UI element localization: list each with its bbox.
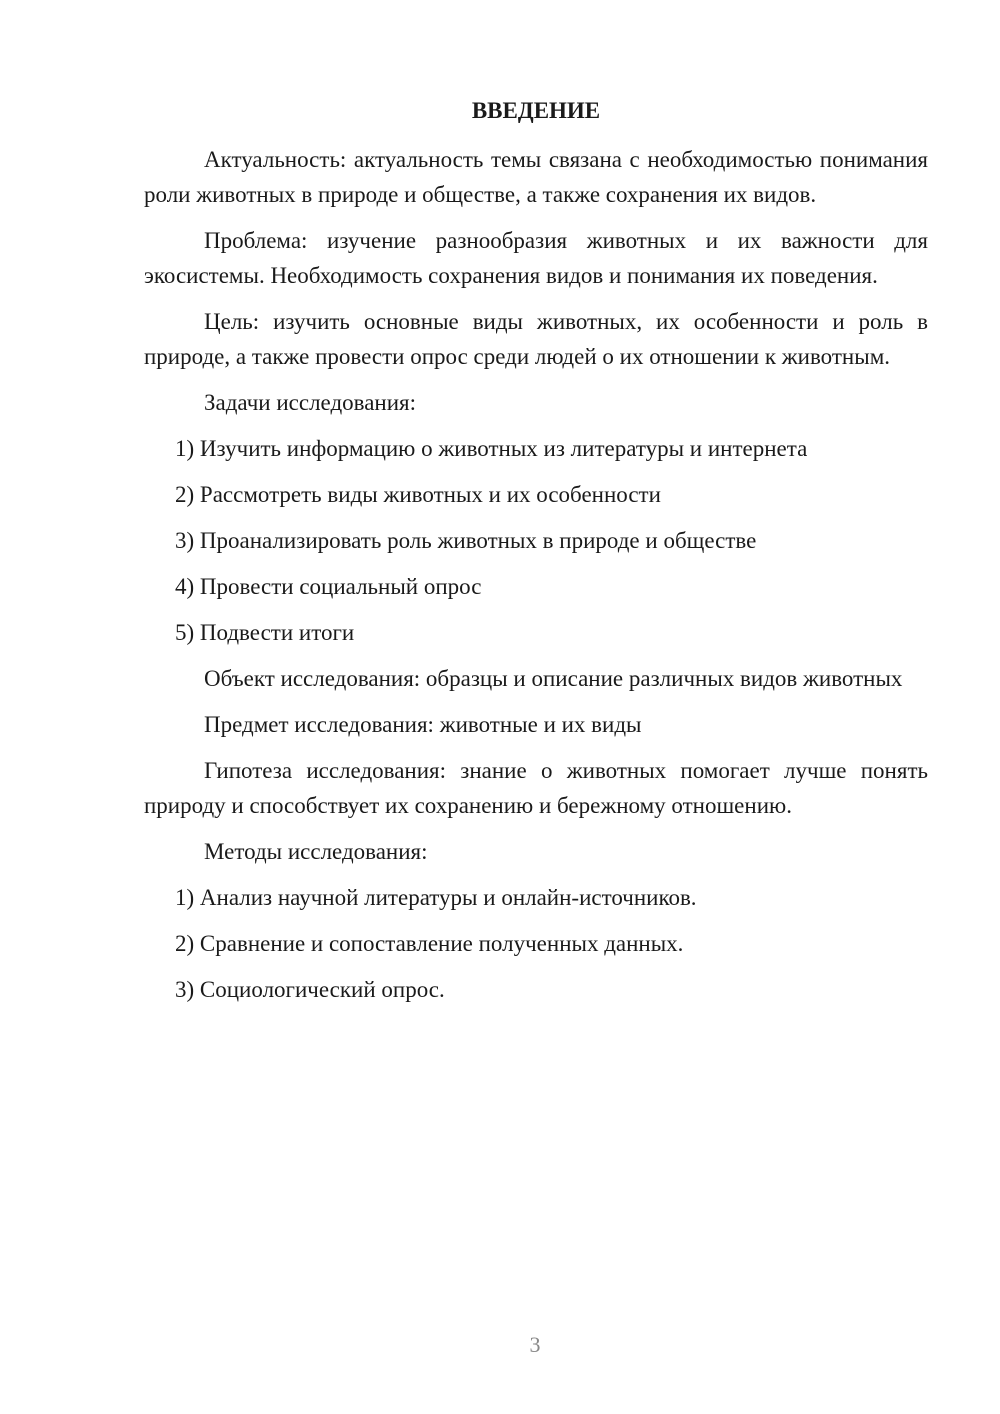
tasks-list bbox=[144, 431, 928, 650]
list-item: 3) Социологический опрос. bbox=[175, 977, 445, 1002]
document-page bbox=[144, 94, 928, 1018]
list-item: 3) Проанализировать роль животных в природе и обществе bbox=[175, 528, 757, 553]
list-item: 1) Изучить информацию о животных из литературы и интернета bbox=[175, 436, 808, 461]
object-paragraph: Объект исследования: образцы и описание различных видов животных bbox=[204, 666, 903, 691]
methods-heading: Методы исследования: bbox=[204, 839, 428, 864]
page-number: 3 bbox=[529, 1332, 541, 1357]
methods-list bbox=[144, 880, 928, 1007]
problem-paragraph: Проблема: изучение разнообразия животных и их важности для экосистемы. Необходимость сохранения видов и понимания их поведения. bbox=[144, 228, 928, 288]
list-item: 1) Анализ научной литературы и онлайн-источников. bbox=[175, 885, 697, 910]
tasks-heading: Задачи исследования: bbox=[204, 390, 417, 415]
list-item: 2) Рассмотреть виды животных и их особенности bbox=[175, 482, 661, 507]
relevance-paragraph: Актуальность: актуальность темы связана с необходимостью понимания роли животных в природе и обществе, а также сохранения их видов. bbox=[144, 147, 928, 207]
subject-paragraph: Предмет исследования: животные и их виды bbox=[204, 712, 642, 737]
list-item: 5) Подвести итоги bbox=[175, 620, 355, 645]
page-title: ВВЕДЕНИЕ bbox=[471, 98, 601, 123]
list-item: 4) Провести социальный опрос bbox=[175, 574, 482, 599]
list-item: 2) Сравнение и сопоставление полученных данных. bbox=[175, 931, 684, 956]
goal-paragraph: Цель: изучить основные виды животных, их особенности и роль в природе, а также провести опрос среди людей о их отношении к животным. bbox=[144, 309, 928, 369]
hypothesis-paragraph: Гипотеза исследования: знание о животных помогает лучше понять природу и способствует их сохранению и бережному отношению. bbox=[144, 758, 928, 818]
